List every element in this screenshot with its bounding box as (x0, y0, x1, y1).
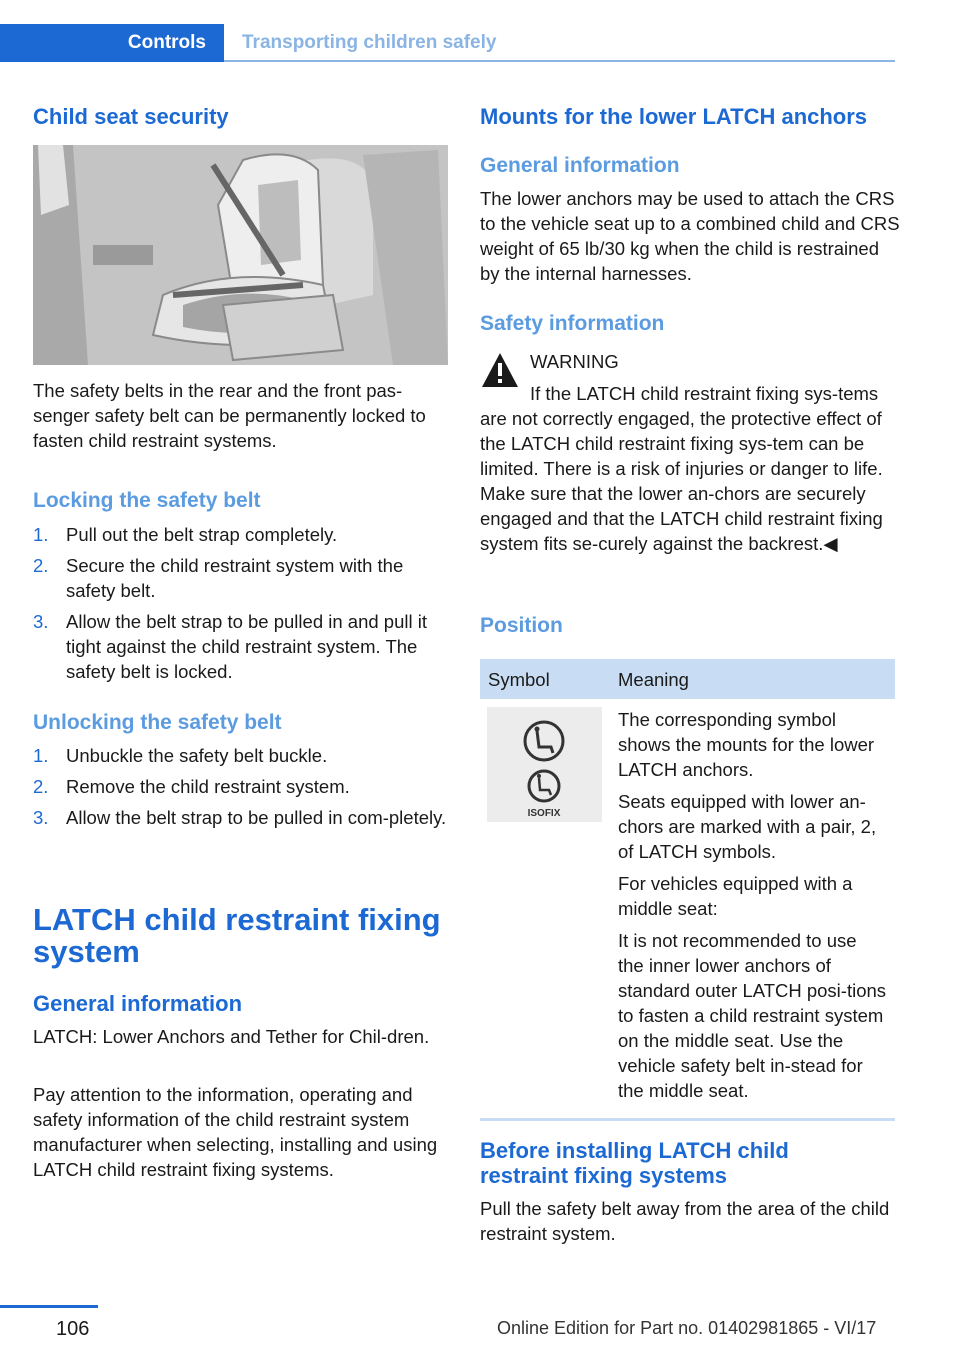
position-heading: Position (480, 614, 563, 637)
locking-heading: Locking the safety belt (33, 489, 261, 512)
edition-note: Online Edition for Part no. 01402981865 - VI/17 (497, 1318, 877, 1338)
latch-heading: LATCH child restraint fixing system (33, 902, 441, 969)
latch-symbol-icon (487, 707, 602, 822)
symbol-cell (480, 699, 610, 1120)
before-installing-heading: Before installing LATCH child restraint fixing systems (480, 1138, 789, 1188)
footer-rule (0, 1305, 98, 1308)
warning-text: If the LATCH child restraint fixing sys-tems are not correctly engaged, the protective effect of the LATCH child restraint fixing sys-tem can be limited. There is a risk of injuries or danger to life. Make sure that the lower an-chors are securely engaged and that the LATCH child restraint fixing system fits se-curely against the backrest.◀ (480, 383, 883, 554)
unlocking-heading: Unlocking the safety belt (33, 711, 282, 734)
svg-text:ISOFIX: ISOFIX (527, 808, 561, 819)
unlocking-steps (33, 743, 448, 836)
meaning-cell: The corresponding symbol shows the mounts for the lower LATCH anchors. Seats equipped with lower an-chors are marked with a pair, 2, of LATCH symbols. For vehicles equipped with a middle seat: It is not recommended to use the inner lower anchors of standard outer LATCH posi-tions to fasten a child restraint system on the middle seat. Use the vehicle safety belt in-stead for the middle seat. (610, 699, 895, 1120)
general-info-heading-right: General information (480, 154, 680, 177)
header-rule (224, 60, 895, 62)
general-info-heading-left: General information (33, 991, 243, 1016)
intro-paragraph: The safety belts in the rear and the front pas-senger safety belt can be permanently locked to fasten child restraint systems. (33, 380, 426, 451)
table-row (480, 699, 895, 1120)
page-header (0, 24, 895, 62)
list-item: 2. Remove the child restraint system. (33, 776, 350, 797)
position-table (480, 659, 895, 1121)
safety-info-heading: Safety information (480, 312, 665, 335)
list-item: 3. Allow the belt strap to be pulled in and pull it tight against the child restraint system. The safety belt is locked. (33, 611, 427, 682)
chapter-title: Transporting children safely (242, 32, 497, 53)
list-item: 2. Secure the child restraint system with the safety belt. (33, 555, 404, 601)
section-tab: Controls (0, 24, 224, 62)
manufacturer-note: Pay attention to the information, operating and safety information of the child restraint system manufacturer when selecting, installing and using LATCH child restraint fixing systems. (33, 1084, 438, 1180)
list-item: 1. Pull out the belt strap completely. (33, 524, 338, 545)
meaning-column-header: Meaning (610, 659, 895, 699)
latch-definition: LATCH: Lower Anchors and Tether for Chil-dren. (33, 1026, 430, 1047)
child-seat-heading: Child seat security (33, 104, 229, 129)
page-number: 106 (56, 1318, 90, 1340)
before-installing-text: Pull the safety belt away from the area of the child restraint system. (480, 1198, 890, 1244)
child-seat-illustration (33, 145, 448, 365)
list-item: 3. Allow the belt strap to be pulled in com-pletely. (33, 807, 447, 828)
mounts-heading: Mounts for the lower LATCH anchors (480, 104, 868, 129)
symbol-column-header: Symbol (480, 659, 610, 699)
anchors-weight-paragraph: The lower anchors may be used to attach the CRS to the vehicle seat up to a combined child and CRS weight of 65 lb/30 kg when the child is restrained by the internal harnesses. (480, 188, 900, 284)
locking-steps (33, 522, 448, 690)
list-item: 1. Unbuckle the safety belt buckle. (33, 745, 328, 766)
warning-label: WARNING (530, 351, 619, 372)
